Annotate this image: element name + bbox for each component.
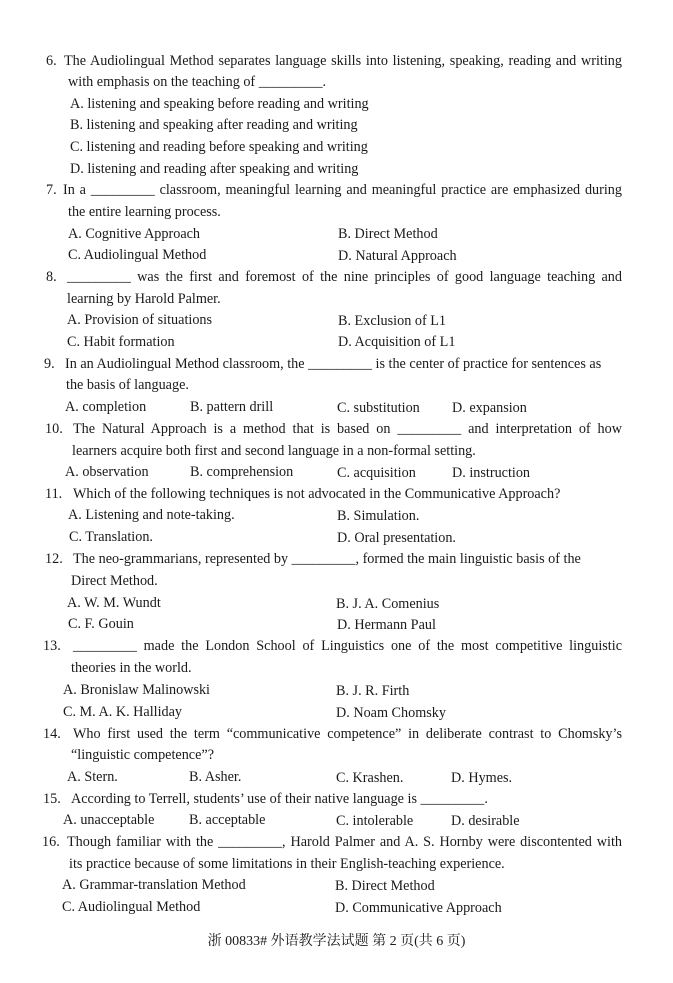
question-number: 16. (42, 834, 60, 850)
question-stem-line: learners acquire both first and second language in a non-formal setting. (72, 443, 476, 459)
question-stem-line: Though familiar with the _________, Harold Palmer and A. S. Hornby were discontented with (67, 834, 622, 850)
option-c: C. Audiolingual Method (62, 899, 201, 915)
question-stem-line: theories in the world. (71, 660, 192, 676)
option-d: D. expansion (452, 400, 527, 416)
question-stem-line: _________ made the London School of Linguistics one of the most competitive linguistic (73, 638, 622, 654)
option-c: C. listening and reading before speaking and writing (70, 139, 368, 155)
option-d: D. instruction (452, 465, 531, 481)
option-a: A. Grammar-translation Method (62, 877, 246, 893)
option-a: A. observation (65, 464, 149, 480)
question-stem-line: with emphasis on the teaching of _________. (68, 74, 327, 90)
question-stem-line: In a _________ classroom, meaningful learning and meaningful practice are emphasized during (63, 182, 622, 198)
option-a: A. Cognitive Approach (68, 226, 201, 242)
option-c: C. Translation. (69, 529, 153, 545)
option-d: D. Noam Chomsky (336, 705, 446, 721)
question-stem-line: the basis of language. (66, 377, 189, 393)
option-b: B. acceptable (189, 812, 266, 828)
option-c: C. Habit formation (67, 334, 175, 350)
question-stem-line: According to Terrell, students’ use of their native language is _________. (71, 791, 488, 807)
option-b: B. listening and speaking after reading and writing (70, 117, 358, 133)
question-stem-line: its practice because of some limitations in their English-teaching experience. (69, 856, 505, 872)
option-c: C. Krashen. (336, 770, 404, 786)
option-d: D. Natural Approach (338, 248, 457, 264)
option-b: B. Direct Method (335, 878, 435, 894)
option-d: D. Communicative Approach (335, 900, 502, 916)
option-c: C. substitution (337, 400, 420, 416)
option-c: C. Audiolingual Method (68, 247, 207, 263)
option-c: C. acquisition (337, 465, 416, 481)
option-a: A. Stern. (67, 769, 118, 785)
option-b: B. comprehension (190, 464, 294, 480)
question-stem-line: The neo-grammarians, represented by _________, formed the main linguistic basis of the (73, 551, 581, 567)
question-stem-line: learning by Harold Palmer. (67, 291, 221, 307)
option-a: A. listening and speaking before reading and writing (70, 96, 369, 112)
option-b: B. Direct Method (338, 226, 438, 242)
option-c: C. M. A. K. Halliday (63, 704, 183, 720)
question-number: 9. (44, 356, 55, 372)
question-stem-line: Which of the following techniques is not advocated in the Communicative Approach? (73, 486, 561, 502)
option-b: B. Asher. (189, 769, 242, 785)
question-number: 12. (45, 551, 63, 567)
option-a: A. completion (65, 399, 147, 415)
question-number: 10. (45, 421, 63, 437)
question-number: 15. (43, 791, 61, 807)
question-number: 13. (43, 638, 61, 654)
question-stem-line: Who first used the term “communicative competence” in deliberate contrast to Chomsky’s (73, 726, 622, 742)
option-b: B. Exclusion of L1 (338, 313, 446, 329)
question-stem-line: _________ was the first and foremost of the nine principles of good language teaching and (67, 269, 622, 285)
option-a: A. Listening and note-taking. (68, 507, 235, 523)
question-stem-line: The Natural Approach is a method that is based on _________ and interpretation of how (73, 421, 622, 437)
option-b: B. J. R. Firth (336, 683, 410, 699)
option-d: D. Hermann Paul (337, 617, 436, 633)
option-b: B. J. A. Comenius (336, 596, 440, 612)
option-c: C. F. Gouin (68, 616, 134, 632)
question-number: 6. (46, 53, 57, 69)
question-stem-line: In an Audiolingual Method classroom, the _________ is the center of practice for sentences as (65, 356, 602, 372)
option-d: D. Oral presentation. (337, 530, 456, 546)
page-footer: 浙 00833# 外语教学法试题 第 2 页(共 6 页) (207, 934, 466, 949)
question-stem-line: The Audiolingual Method separates language skills into listening, speaking, reading and writing (64, 53, 622, 69)
question-number: 11. (45, 486, 63, 502)
option-c: C. intolerable (336, 813, 414, 829)
option-b: B. pattern drill (190, 399, 274, 415)
option-d: D. Acquisition of L1 (338, 334, 456, 350)
option-a: A. unacceptable (63, 812, 155, 828)
option-d: D. Hymes. (451, 770, 513, 786)
question-stem-line: the entire learning process. (68, 204, 221, 220)
option-b: B. Simulation. (337, 508, 420, 524)
question-stem-line: “linguistic competence”? (71, 747, 214, 763)
option-a: A. W. M. Wundt (67, 595, 161, 611)
question-number: 8. (46, 269, 57, 285)
question-number: 14. (43, 726, 61, 742)
option-a: A. Bronislaw Malinowski (63, 682, 210, 698)
option-d: D. listening and reading after speaking and writing (70, 161, 359, 177)
option-a: A. Provision of situations (67, 312, 213, 328)
question-stem-line: Direct Method. (71, 573, 158, 589)
option-d: D. desirable (451, 813, 520, 829)
question-number: 7. (46, 182, 57, 198)
